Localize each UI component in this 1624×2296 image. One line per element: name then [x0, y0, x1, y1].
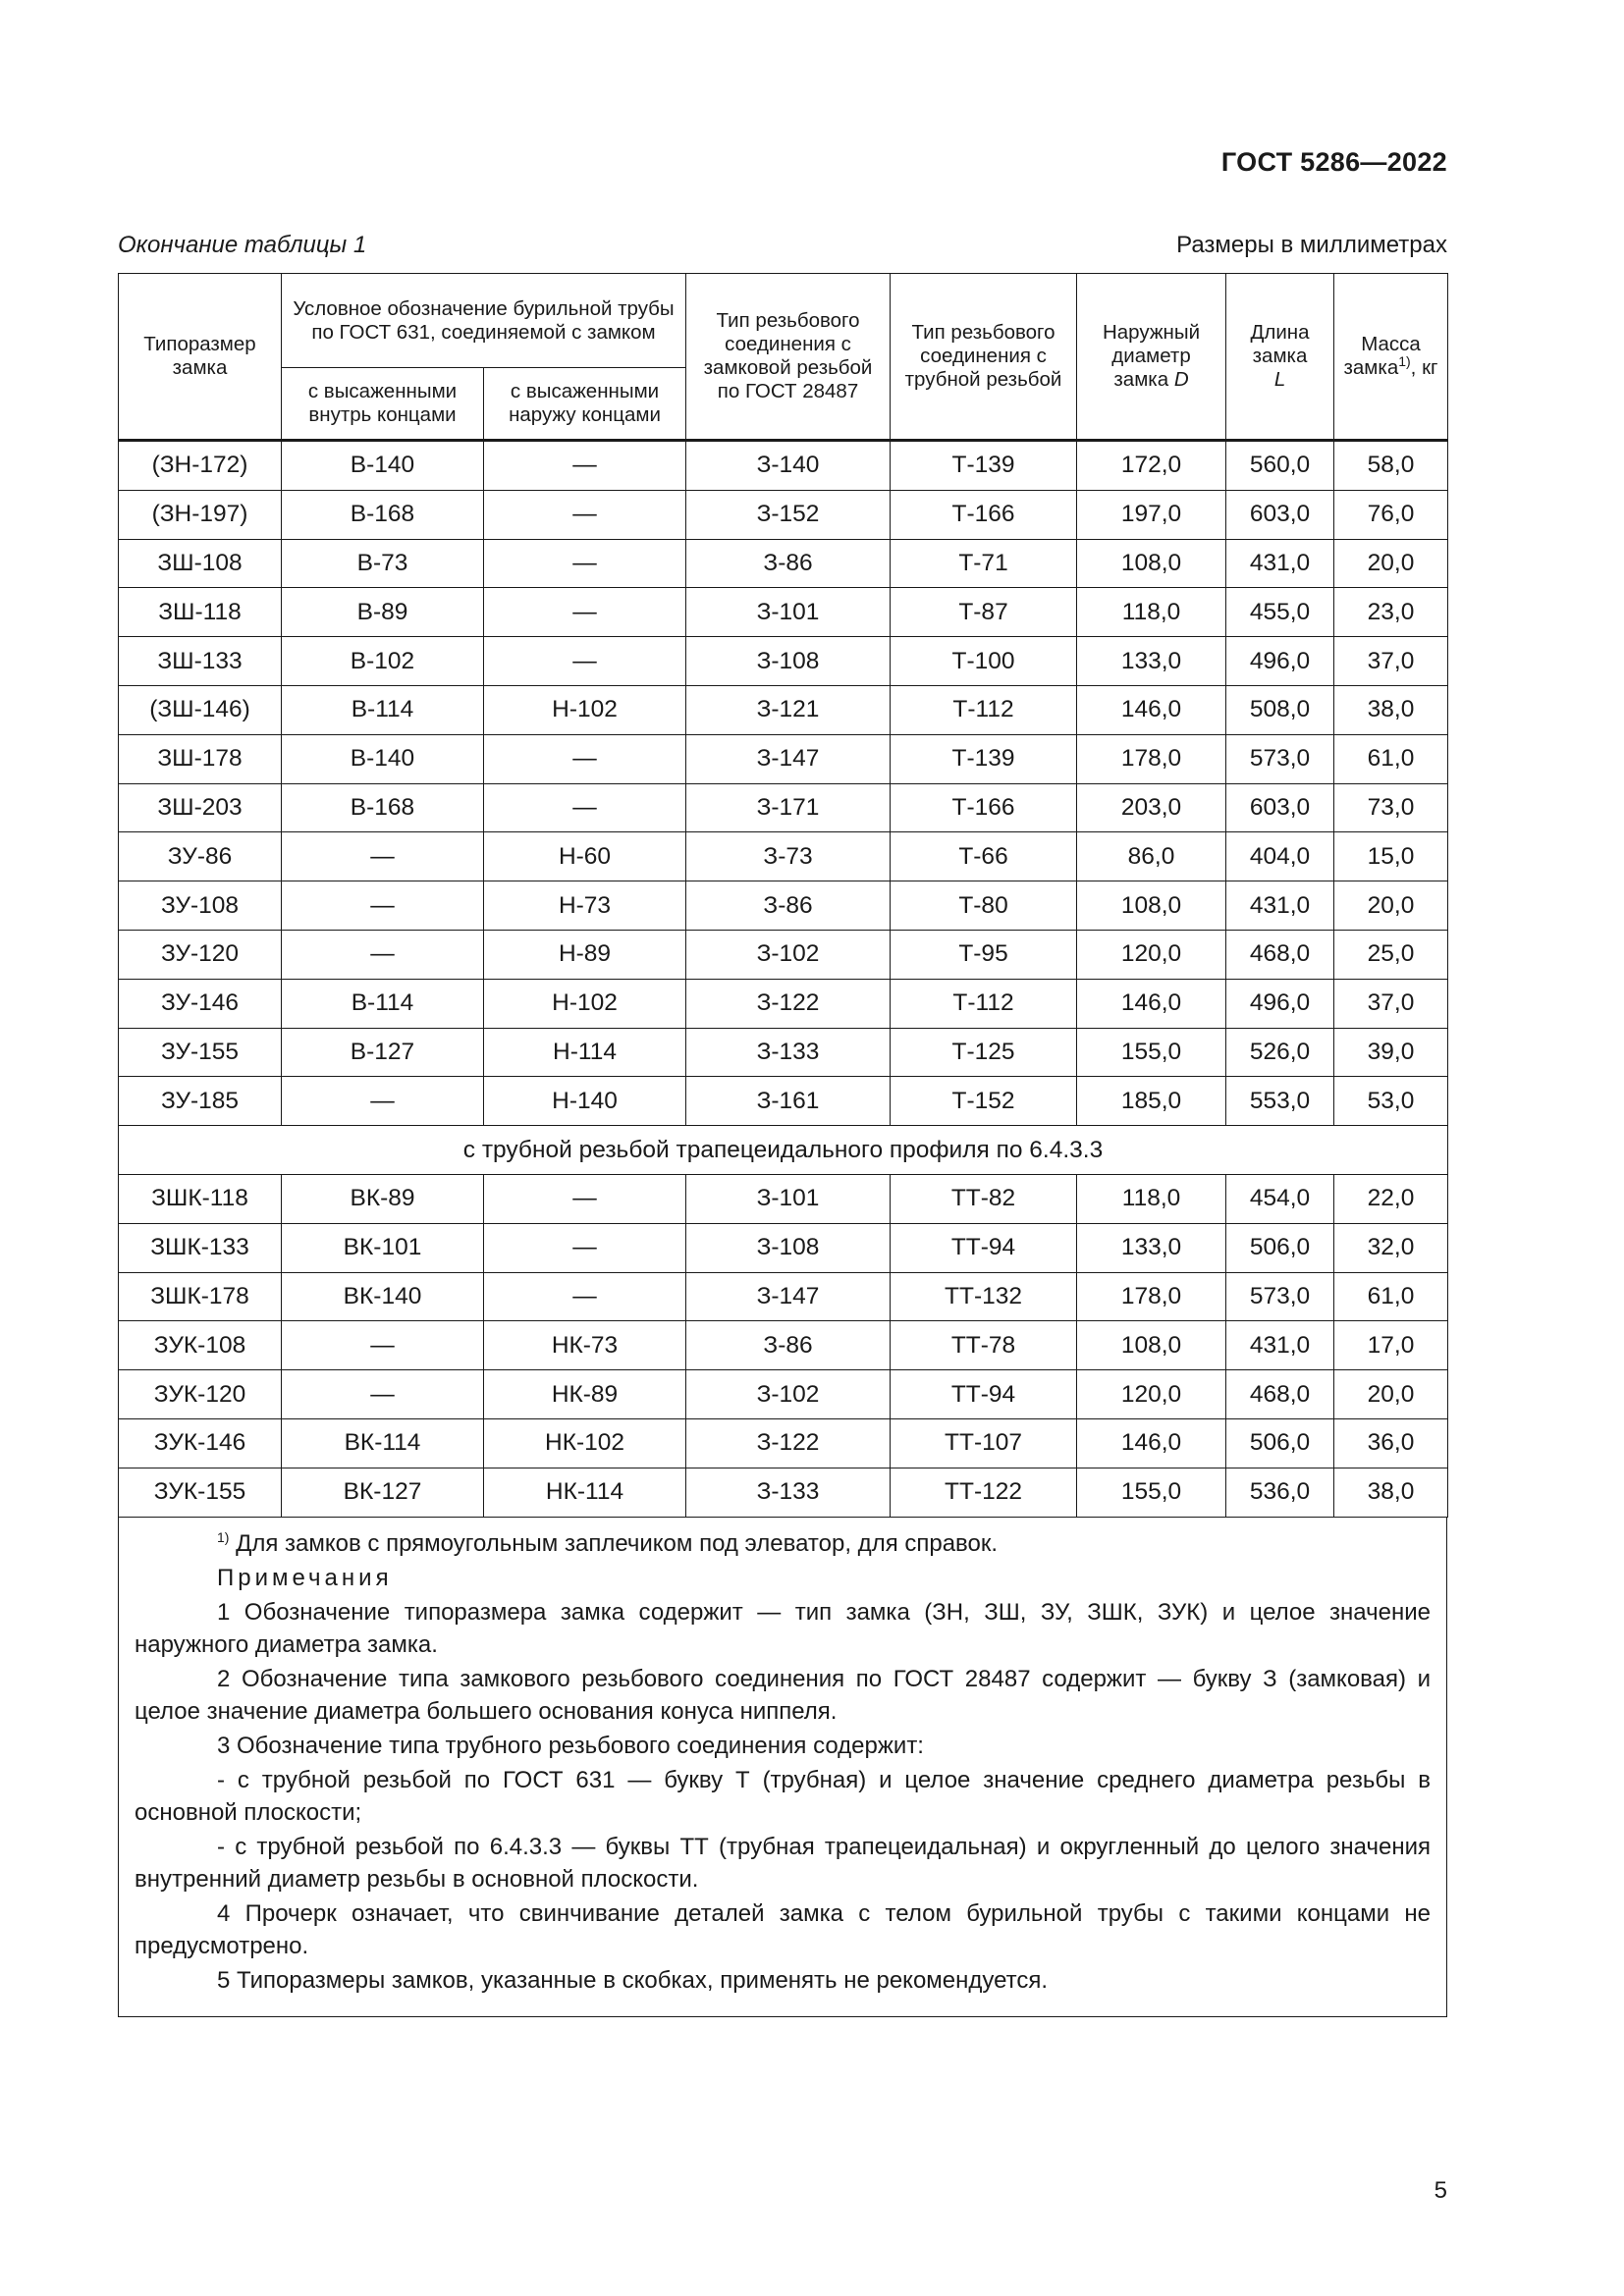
cell-pipe-thread: ТТ-122 [891, 1468, 1077, 1517]
page-number: 5 [1434, 2177, 1447, 2204]
cell-tool-joint-thread: З-140 [686, 441, 891, 491]
table-container [118, 273, 1447, 2017]
cell-type-size: ЗУ-146 [119, 979, 282, 1028]
cell-mass: 15,0 [1334, 832, 1448, 881]
cell-pipe-thread: ТТ-132 [891, 1272, 1077, 1321]
cell-mass: 39,0 [1334, 1028, 1448, 1077]
cell-outer-diameter: 133,0 [1077, 1223, 1226, 1272]
cell-length: 431,0 [1226, 539, 1334, 588]
cell-outer-diameter: 185,0 [1077, 1077, 1226, 1126]
cell-outer-diameter: 146,0 [1077, 1418, 1226, 1468]
cell-tool-joint-thread: З-121 [686, 685, 891, 734]
cell-tool-joint-thread: З-108 [686, 1223, 891, 1272]
cell-pipe-external: — [484, 441, 686, 491]
cell-pipe-thread: Т-139 [891, 441, 1077, 491]
table-row [119, 1077, 1448, 1126]
cell-mass: 61,0 [1334, 734, 1448, 783]
table-row [119, 930, 1448, 979]
cell-outer-diameter: 120,0 [1077, 930, 1226, 979]
cell-tool-joint-thread: З-122 [686, 979, 891, 1028]
header-mass-label: Масса замка [1343, 333, 1421, 379]
cell-mass: 37,0 [1334, 637, 1448, 686]
cell-type-size: ЗШК-133 [119, 1223, 282, 1272]
cell-type-size: ЗУ-108 [119, 881, 282, 931]
cell-type-size: ЗШ-203 [119, 783, 282, 832]
cell-pipe-thread: ТТ-82 [891, 1174, 1077, 1223]
cell-pipe-thread: Т-112 [891, 979, 1077, 1028]
header-pipe-group: Условное обозначение бурильной трубы по ГОСТ 631, соединяемой с замком [282, 274, 686, 368]
cell-type-size: ЗШ-133 [119, 637, 282, 686]
table-row [119, 783, 1448, 832]
cell-pipe-thread: Т-66 [891, 832, 1077, 881]
table-row [119, 1468, 1448, 1517]
cell-pipe-external: Н-60 [484, 832, 686, 881]
header-outer-diameter [1077, 274, 1226, 441]
cell-pipe-external: Н-140 [484, 1077, 686, 1126]
cell-pipe-internal: В-89 [282, 588, 484, 637]
cell-length: 553,0 [1226, 1077, 1334, 1126]
cell-pipe-external: — [484, 1223, 686, 1272]
cell-type-size: ЗШК-178 [119, 1272, 282, 1321]
table-body [119, 441, 1448, 1518]
cell-mass: 38,0 [1334, 1468, 1448, 1517]
cell-pipe-thread: Т-87 [891, 588, 1077, 637]
cell-length: 506,0 [1226, 1418, 1334, 1468]
cell-pipe-thread: ТТ-78 [891, 1321, 1077, 1370]
table-row [119, 637, 1448, 686]
cell-pipe-external: — [484, 588, 686, 637]
cell-length: 468,0 [1226, 930, 1334, 979]
cell-length: 603,0 [1226, 490, 1334, 539]
cell-pipe-internal: — [282, 930, 484, 979]
cell-length: 536,0 [1226, 1468, 1334, 1517]
cell-length: 468,0 [1226, 1370, 1334, 1419]
header-type-size: Типоразмер замка [119, 274, 282, 441]
cell-pipe-thread: Т-112 [891, 685, 1077, 734]
notes-block [118, 1518, 1447, 2017]
cell-outer-diameter: 155,0 [1077, 1028, 1226, 1077]
cell-pipe-external: Н-102 [484, 685, 686, 734]
cell-mass: 61,0 [1334, 1272, 1448, 1321]
table-row [119, 685, 1448, 734]
cell-length: 603,0 [1226, 783, 1334, 832]
table-row [119, 539, 1448, 588]
cell-pipe-external: НК-89 [484, 1370, 686, 1419]
header-upset-internal: с высаженными внутрь концами [282, 368, 484, 441]
table-row [119, 588, 1448, 637]
cell-pipe-internal: В-168 [282, 783, 484, 832]
cell-mass: 25,0 [1334, 930, 1448, 979]
header-mass-footnote-mark: 1) [1398, 353, 1411, 370]
note-item: 5 Типоразмеры замков, указанные в скобках, применять не рекомендуется. [217, 1966, 1049, 1994]
cell-type-size: ЗУК-120 [119, 1370, 282, 1419]
note-item: - с трубной резьбой по ГОСТ 631 — букву Т (трубная) и целое значение среднего диаметра резьбы в основной плоскости; [135, 1766, 1431, 1826]
cell-outer-diameter: 178,0 [1077, 1272, 1226, 1321]
cell-tool-joint-thread: З-86 [686, 1321, 891, 1370]
cell-tool-joint-thread: З-147 [686, 734, 891, 783]
document-code: ГОСТ 5286—2022 [1220, 147, 1447, 177]
cell-pipe-external: — [484, 1174, 686, 1223]
cell-pipe-internal: В-73 [282, 539, 484, 588]
table-row [119, 1174, 1448, 1223]
cell-pipe-internal: В-102 [282, 637, 484, 686]
cell-mass: 36,0 [1334, 1418, 1448, 1468]
table-row [119, 490, 1448, 539]
cell-tool-joint-thread: З-102 [686, 930, 891, 979]
cell-pipe-internal: В-127 [282, 1028, 484, 1077]
cell-outer-diameter: 155,0 [1077, 1468, 1226, 1517]
cell-outer-diameter: 118,0 [1077, 588, 1226, 637]
cell-length: 496,0 [1226, 979, 1334, 1028]
cell-type-size: ЗУ-185 [119, 1077, 282, 1126]
cell-type-size: ЗШ-118 [119, 588, 282, 637]
cell-tool-joint-thread: З-86 [686, 881, 891, 931]
header-length-symbol: L [1273, 368, 1286, 391]
cell-pipe-internal: В-114 [282, 979, 484, 1028]
header-length-label: Длина замка [1250, 321, 1310, 367]
cell-pipe-thread: Т-71 [891, 539, 1077, 588]
cell-outer-diameter: 108,0 [1077, 539, 1226, 588]
cell-pipe-internal: — [282, 1370, 484, 1419]
cell-pipe-external: — [484, 490, 686, 539]
cell-pipe-internal: В-168 [282, 490, 484, 539]
cell-type-size: ЗУ-120 [119, 930, 282, 979]
cell-mass: 53,0 [1334, 1077, 1448, 1126]
cell-tool-joint-thread: З-152 [686, 490, 891, 539]
table-row [119, 832, 1448, 881]
tool-joint-table [118, 273, 1448, 1518]
cell-tool-joint-thread: З-122 [686, 1418, 891, 1468]
note-item: 4 Прочерк означает, что свинчивание деталей замка с телом бурильной трубы с такими концами не предусмотрено. [135, 1899, 1431, 1959]
cell-pipe-internal: В-140 [282, 734, 484, 783]
cell-pipe-external: НК-114 [484, 1468, 686, 1517]
header-outer-diameter-symbol: D [1173, 368, 1189, 391]
cell-length: 573,0 [1226, 734, 1334, 783]
table-row [119, 979, 1448, 1028]
table-row [119, 1272, 1448, 1321]
table-section-row [119, 1126, 1448, 1175]
cell-pipe-thread: Т-139 [891, 734, 1077, 783]
table-row [119, 1418, 1448, 1468]
cell-tool-joint-thread: З-133 [686, 1028, 891, 1077]
cell-pipe-internal: ВК-127 [282, 1468, 484, 1517]
cell-type-size: ЗШК-118 [119, 1174, 282, 1223]
cell-mass: 58,0 [1334, 441, 1448, 491]
note-item: - с трубной резьбой по 6.4.3.3 — буквы ТТ (трубная трапецеидальная) и округленный до целого значения внутренний диаметр резьбы в основной плоскости. [135, 1833, 1431, 1893]
cell-type-size: ЗУК-155 [119, 1468, 282, 1517]
cell-mass: 17,0 [1334, 1321, 1448, 1370]
cell-type-size: ЗШ-108 [119, 539, 282, 588]
cell-pipe-internal: — [282, 1321, 484, 1370]
cell-tool-joint-thread: З-171 [686, 783, 891, 832]
header-mass-unit: , кг [1410, 356, 1438, 379]
cell-pipe-external: НК-102 [484, 1418, 686, 1468]
cell-tool-joint-thread: З-133 [686, 1468, 891, 1517]
cell-type-size: ЗУК-108 [119, 1321, 282, 1370]
footnote-mark: 1) [217, 1528, 230, 1545]
cell-type-size: (ЗН-197) [119, 490, 282, 539]
cell-length: 496,0 [1226, 637, 1334, 686]
cell-pipe-external: — [484, 734, 686, 783]
cell-tool-joint-thread: З-147 [686, 1272, 891, 1321]
cell-outer-diameter: 146,0 [1077, 685, 1226, 734]
cell-outer-diameter: 118,0 [1077, 1174, 1226, 1223]
cell-type-size: ЗУК-146 [119, 1418, 282, 1468]
note-item: 1 Обозначение типоразмера замка содержит — тип замка (ЗН, ЗШ, ЗУ, ЗШК, ЗУК) и целое значение наружного диаметра замка. [135, 1598, 1431, 1658]
cell-length: 431,0 [1226, 1321, 1334, 1370]
cell-type-size: ЗУ-86 [119, 832, 282, 881]
cell-mass: 73,0 [1334, 783, 1448, 832]
cell-outer-diameter: 120,0 [1077, 1370, 1226, 1419]
header-upset-external: с высаженными наружу концами [484, 368, 686, 441]
cell-pipe-external: НК-73 [484, 1321, 686, 1370]
table-row [119, 1028, 1448, 1077]
cell-pipe-external: — [484, 783, 686, 832]
cell-pipe-thread: ТТ-94 [891, 1223, 1077, 1272]
table-row [119, 1370, 1448, 1419]
cell-pipe-external: — [484, 1272, 686, 1321]
cell-outer-diameter: 133,0 [1077, 637, 1226, 686]
cell-length: 454,0 [1226, 1174, 1334, 1223]
cell-pipe-internal: ВК-89 [282, 1174, 484, 1223]
cell-pipe-thread: ТТ-107 [891, 1418, 1077, 1468]
cell-pipe-external: Н-89 [484, 930, 686, 979]
cell-length: 560,0 [1226, 441, 1334, 491]
note-item: 3 Обозначение типа трубного резьбового соединения содержит: [217, 1732, 924, 1759]
cell-pipe-external: Н-73 [484, 881, 686, 931]
cell-outer-diameter: 108,0 [1077, 1321, 1226, 1370]
cell-pipe-thread: Т-100 [891, 637, 1077, 686]
cell-type-size: (ЗН-172) [119, 441, 282, 491]
units-caption: Размеры в миллиметрах [1176, 232, 1447, 258]
cell-mass: 76,0 [1334, 490, 1448, 539]
cell-pipe-thread: Т-125 [891, 1028, 1077, 1077]
cell-pipe-internal: ВК-114 [282, 1418, 484, 1468]
cell-pipe-thread: Т-166 [891, 490, 1077, 539]
footnote [135, 1527, 1431, 1560]
cell-type-size: ЗШ-178 [119, 734, 282, 783]
header-mass [1334, 274, 1448, 441]
cell-type-size: ЗУ-155 [119, 1028, 282, 1077]
cell-mass: 20,0 [1334, 881, 1448, 931]
cell-mass: 37,0 [1334, 979, 1448, 1028]
cell-mass: 32,0 [1334, 1223, 1448, 1272]
cell-length: 573,0 [1226, 1272, 1334, 1321]
cell-outer-diameter: 172,0 [1077, 441, 1226, 491]
header-outer-diameter-label: Наружный диаметр замка [1102, 321, 1201, 391]
cell-tool-joint-thread: З-101 [686, 1174, 891, 1223]
cell-pipe-internal: В-114 [282, 685, 484, 734]
cell-pipe-thread: ТТ-94 [891, 1370, 1077, 1419]
table-row [119, 441, 1448, 491]
header-tool-joint-thread: Тип резьбового соединения с замковой резьбой по ГОСТ 28487 [686, 274, 891, 441]
cell-tool-joint-thread: З-101 [686, 588, 891, 637]
cell-tool-joint-thread: З-108 [686, 637, 891, 686]
cell-outer-diameter: 178,0 [1077, 734, 1226, 783]
cell-tool-joint-thread: З-102 [686, 1370, 891, 1419]
section-label: с трубной резьбой трапецеидального профиля по 6.4.3.3 [119, 1126, 1448, 1175]
table-row [119, 881, 1448, 931]
footnote-text: Для замков с прямоугольным заплечиком под элеватор, для справок. [229, 1529, 999, 1557]
cell-pipe-external: — [484, 539, 686, 588]
cell-pipe-internal: ВК-140 [282, 1272, 484, 1321]
cell-length: 455,0 [1226, 588, 1334, 637]
cell-pipe-internal: — [282, 832, 484, 881]
cell-outer-diameter: 86,0 [1077, 832, 1226, 881]
cell-pipe-thread: Т-166 [891, 783, 1077, 832]
cell-pipe-internal: ВК-101 [282, 1223, 484, 1272]
cell-outer-diameter: 197,0 [1077, 490, 1226, 539]
cell-outer-diameter: 146,0 [1077, 979, 1226, 1028]
notes-heading: Примечания [217, 1564, 393, 1591]
table-row [119, 734, 1448, 783]
cell-pipe-external: Н-102 [484, 979, 686, 1028]
note-item: 2 Обозначение типа замкового резьбового соединения по ГОСТ 28487 содержит — букву З (замковая) и целое значение диаметра большего основания конуса ниппеля. [135, 1665, 1431, 1725]
cell-mass: 38,0 [1334, 685, 1448, 734]
cell-tool-joint-thread: З-73 [686, 832, 891, 881]
table-row [119, 1223, 1448, 1272]
cell-length: 404,0 [1226, 832, 1334, 881]
cell-length: 526,0 [1226, 1028, 1334, 1077]
cell-pipe-thread: Т-152 [891, 1077, 1077, 1126]
cell-tool-joint-thread: З-161 [686, 1077, 891, 1126]
cell-pipe-thread: Т-80 [891, 881, 1077, 931]
header-pipe-thread: Тип резьбового соединения с трубной резьбой [891, 274, 1077, 441]
cell-mass: 20,0 [1334, 1370, 1448, 1419]
cell-pipe-thread: Т-95 [891, 930, 1077, 979]
table-continuation-caption: Окончание таблицы 1 [118, 232, 367, 258]
cell-mass: 23,0 [1334, 588, 1448, 637]
cell-outer-diameter: 108,0 [1077, 881, 1226, 931]
cell-outer-diameter: 203,0 [1077, 783, 1226, 832]
cell-pipe-external: Н-114 [484, 1028, 686, 1077]
cell-pipe-internal: В-140 [282, 441, 484, 491]
cell-mass: 20,0 [1334, 539, 1448, 588]
header-length [1226, 274, 1334, 441]
table-row [119, 1321, 1448, 1370]
cell-type-size: (ЗШ-146) [119, 685, 282, 734]
cell-pipe-internal: — [282, 881, 484, 931]
cell-pipe-external: — [484, 637, 686, 686]
cell-mass: 22,0 [1334, 1174, 1448, 1223]
cell-length: 506,0 [1226, 1223, 1334, 1272]
cell-length: 508,0 [1226, 685, 1334, 734]
cell-tool-joint-thread: З-86 [686, 539, 891, 588]
cell-pipe-internal: — [282, 1077, 484, 1126]
cell-length: 431,0 [1226, 881, 1334, 931]
